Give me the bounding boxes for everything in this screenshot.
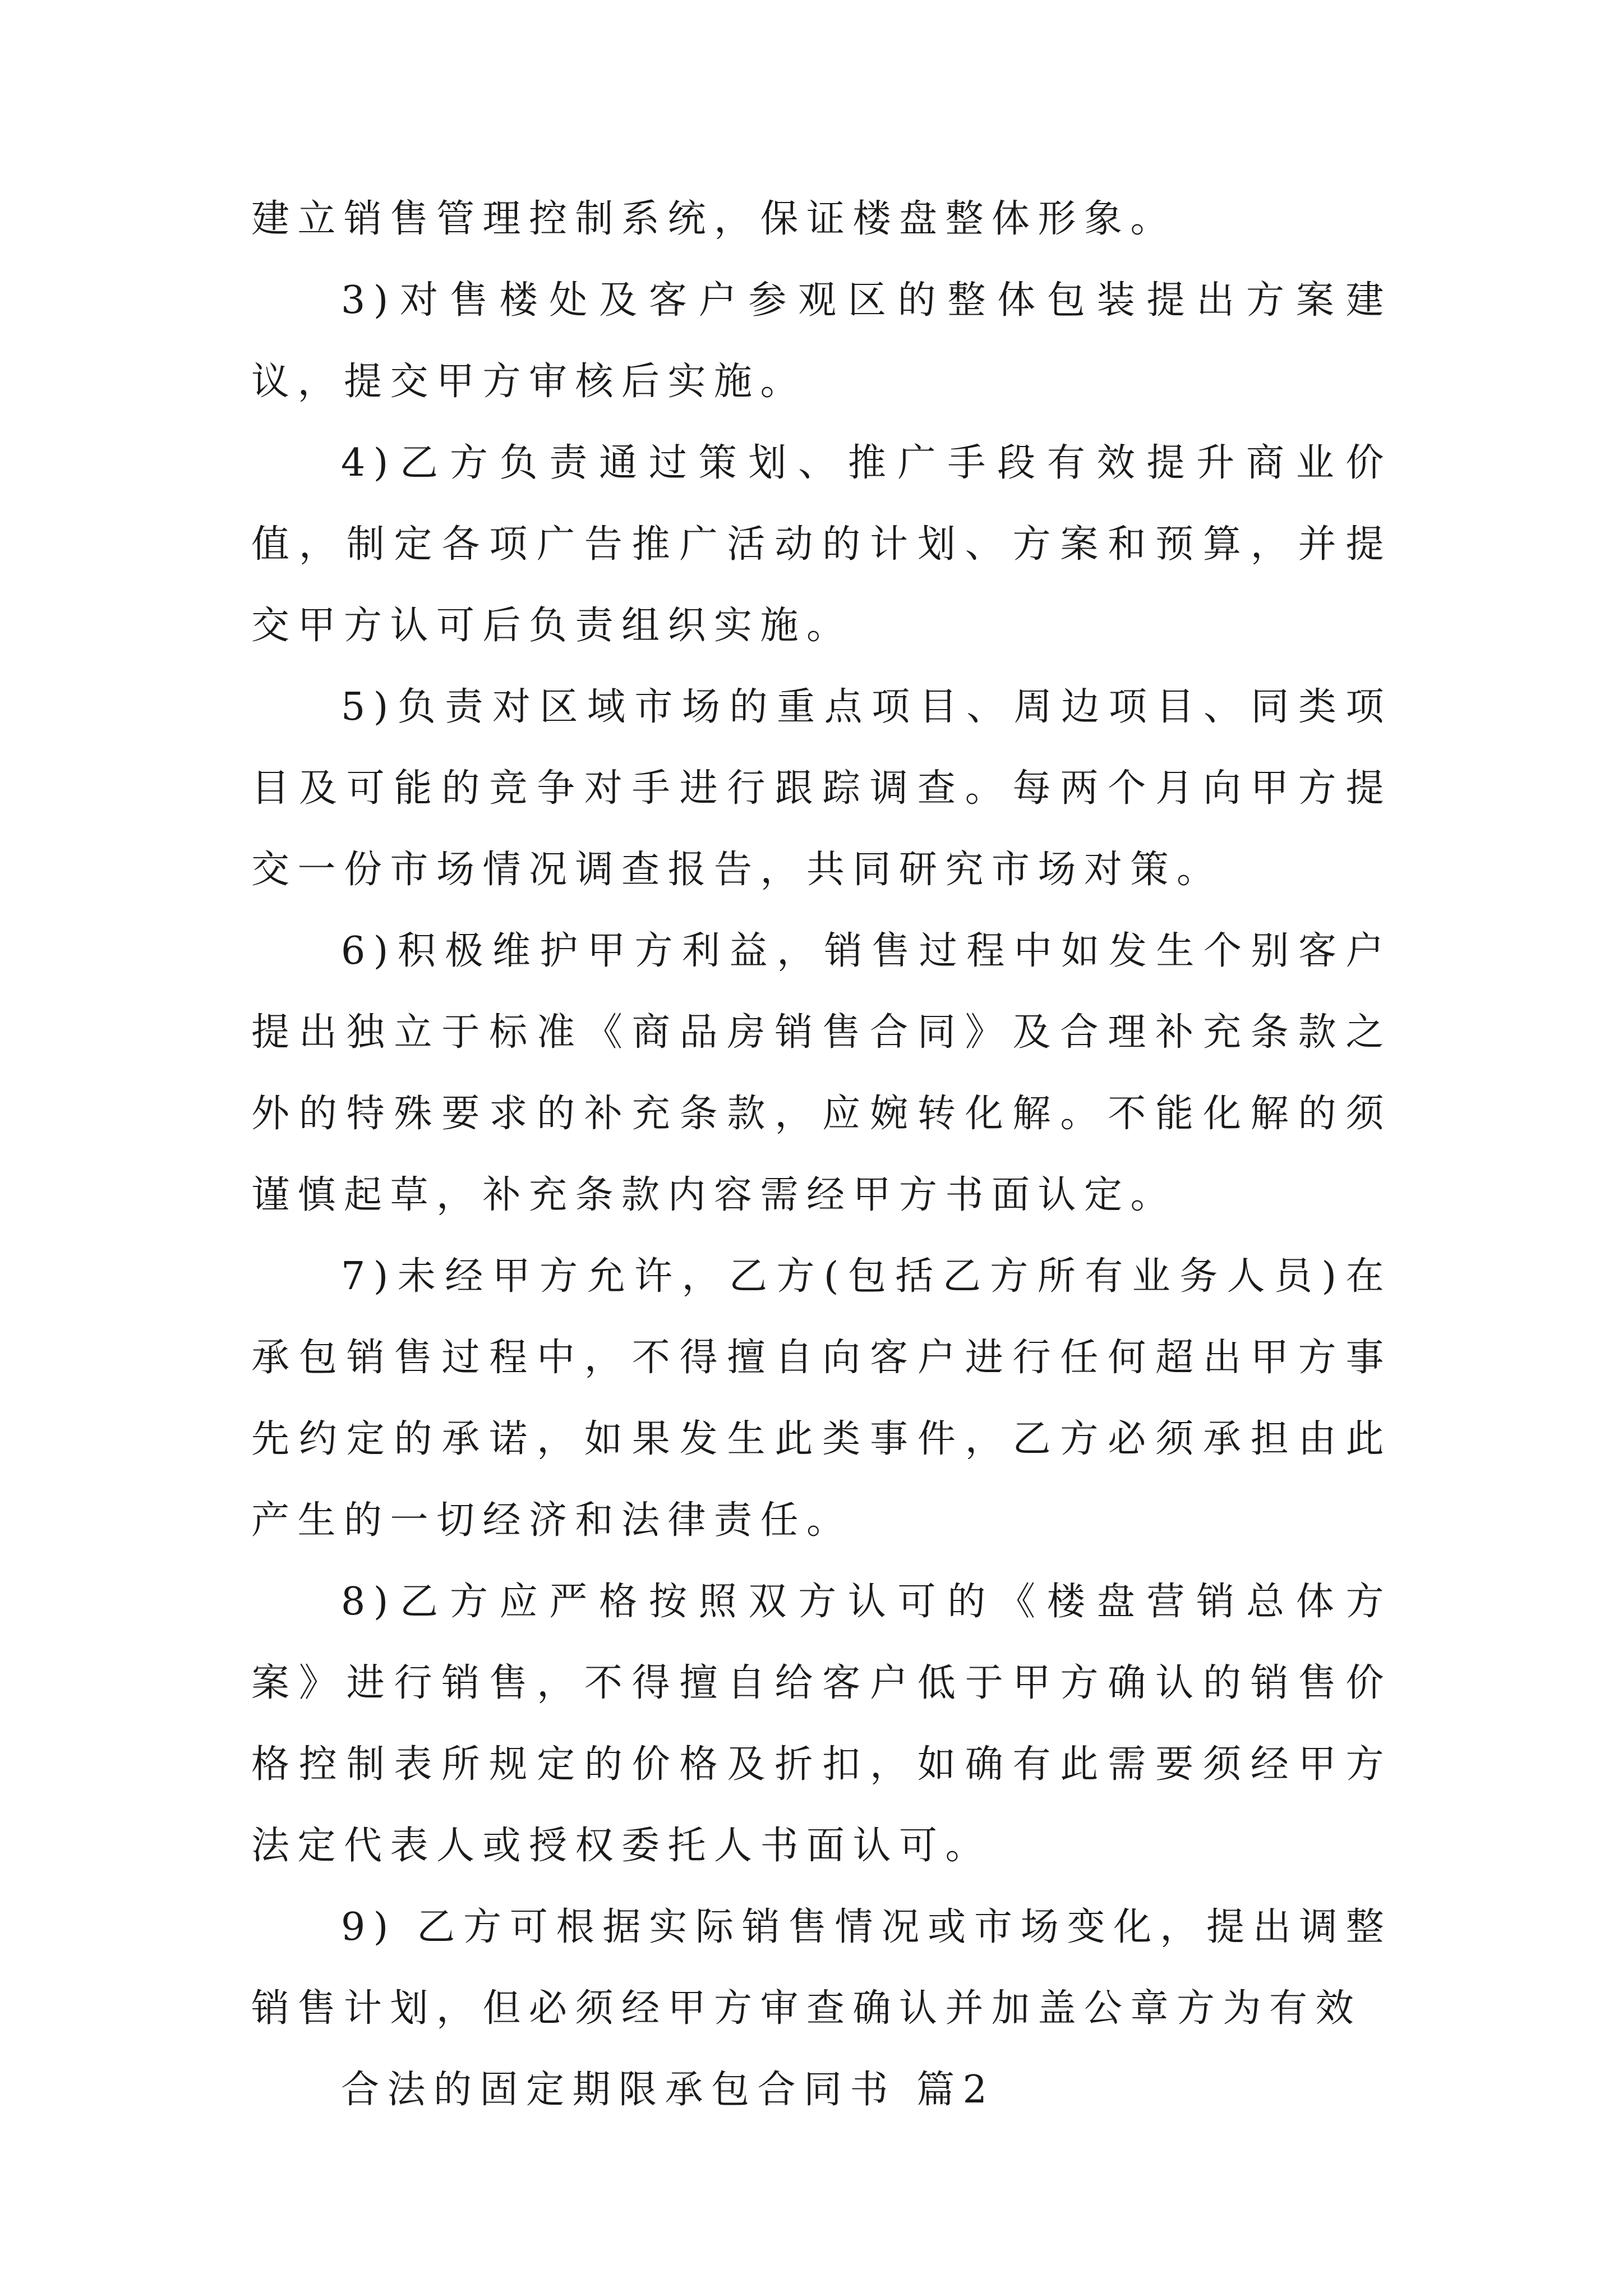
paragraph-clause-6: 6)积极维护甲方利益，销售过程中如发生个别客户提出独立于标准《商品房销售合同》及合理补充条款之外的特殊要求的补充条款，应婉转化解。不能化解的须谨慎起草，补充条款内容需经甲方书面认定。 (251, 929, 1392, 1217)
paragraph-1: 建立销售管理控制系统，保证楼盘整体形象。 (251, 197, 1177, 241)
paragraph-clause-3: 3)对售楼处及客户参观区的整体包装提出方案建议，提交甲方审核后实施。 (251, 278, 1392, 404)
paragraph-clause-8: 8)乙方应严格按照双方认可的《楼盘营销总体方案》进行销售，不得擅自给客户低于甲方确认的销售价格控制表所规定的价格及折扣，如确有此需要须经甲方法定代表人或授权委托人书面认可。 (251, 1580, 1392, 1868)
document-body (251, 178, 1392, 2131)
paragraph-clause-4: 4)乙方负责通过策划、推广手段有效提升商业价值，制定各项广告推广活动的计划、方案和预算，并提交甲方认可后负责组织实施。 (251, 441, 1392, 648)
paragraph-clause-9: 9) 乙方可根据实际销售情况或市场变化，提出调整销售计划，但必须经甲方审查确认并加盖公章方为有效 (251, 1905, 1392, 2031)
section-heading: 合法的固定期限承包合同书 篇2 (341, 2068, 995, 2112)
paragraph-clause-7: 7)未经甲方允许，乙方(包括乙方所有业务人员)在承包销售过程中，不得擅自向客户进行任何超出甲方事先约定的承诺，如果发生此类事件，乙方必须承担由此产生的一切经济和法律责任。 (251, 1254, 1392, 1543)
paragraph-clause-5: 5)负责对区域市场的重点项目、周边项目、同类项目及可能的竞争对手进行跟踪调查。每两个月向甲方提交一份市场情况调查报告，共同研究市场对策。 (251, 685, 1392, 892)
